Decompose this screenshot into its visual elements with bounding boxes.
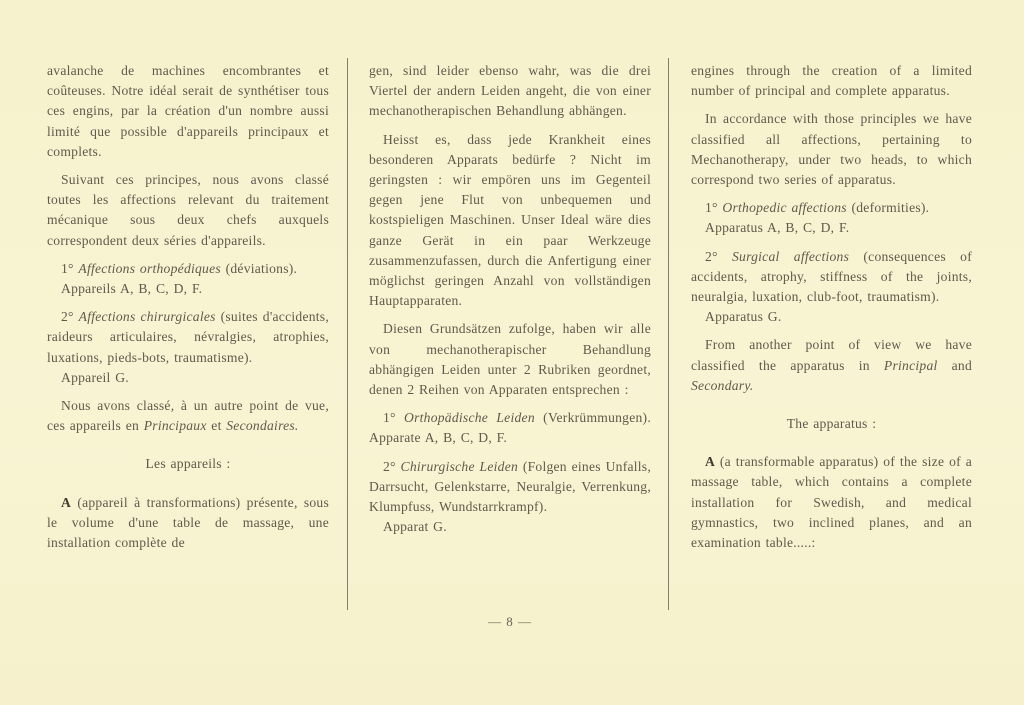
english-principal-term: Principal — [883, 357, 938, 373]
english-paragraph-3-text: From another point of view we have classified the apparatus in — [691, 337, 972, 373]
french-secondary-term: Secondaires. — [226, 418, 299, 434]
french-item-1-title: Affections orthopédiques — [78, 260, 221, 276]
english-item-2-apparatus: Apparatus G. — [705, 309, 782, 325]
german-item-2-number: 2° — [383, 458, 396, 474]
english-apparatus-a-text: (a transformable apparatus) of the size of a massage table, which contains a complete installation for Swedish, and medical gymnastics, two inclined planes, and an examination table.....: — [691, 454, 972, 551]
french-item-2-apparatus: Appareil G. — [61, 369, 129, 385]
french-item-1-description: (déviations). — [225, 260, 298, 276]
english-item-1-description: (deformities). — [851, 200, 930, 216]
french-item-1-apparatus: Appareils A, B, C, D, F. — [61, 281, 203, 297]
page-number: — 8 — — [488, 614, 532, 629]
french-apparatus-a-text: (appareil à transformations) présente, sous le volume d'une table de massage, une installation complète de — [47, 494, 329, 551]
english-item-2-description: (consequences of accidents, atrophy, stiffness of the joints, neuralgia, luxation, club-foot, traumatism). — [691, 248, 972, 305]
english-apparatus-a-letter: A — [705, 454, 716, 470]
french-apparatus-a — [47, 493, 329, 554]
french-item-2 — [47, 307, 329, 368]
english-paragraph-2: In accordance with those principles we have classified all affections, pertaining to Mechanotherapy, under two heads, to which correspond two series of apparatus. — [691, 111, 972, 188]
german-column — [369, 61, 651, 537]
french-item-2-number: 2° — [61, 309, 74, 325]
german-paragraph-2: Heisst es, dass jede Krankheit eines besonderen Apparats bedürfe ? Nicht im geringsten : wir empören uns im Gegenteil gegen jene Flut von unbequemen und kostspieligen Maschinen. Unser Ideal wäre dies ganze Gerät in ein paar Werkzeuge zusammenzufassen, durch die Anfertigung einer möglichst geringen Anzahl von vollständigen Hauptapparaten. — [369, 131, 651, 309]
german-item-2-title: Chirurgische Leiden — [400, 458, 519, 474]
english-item-2 — [691, 247, 972, 308]
french-item-1-number: 1° — [61, 260, 74, 276]
german-paragraph-3: Diesen Grundsätzen zufolge, haben wir alle von mechanotherapischer Behandlung abhängigen Leiden unter 2 Rubriken geordnet, denen 2 Reihen von Apparaten entsprechen : — [369, 321, 651, 398]
french-paragraph-2: Suivant ces principes, nous avons classé toutes les affections relevant du traitement mécanique sous deux chefs auxquels correspondent deux séries d'appareils. — [47, 172, 329, 248]
english-item-1 — [691, 198, 972, 218]
english-secondary-term: Secondary. — [691, 377, 754, 393]
french-apparatus-a-letter: A — [61, 494, 72, 510]
french-item-2-title: Affections chirurgicales — [78, 309, 216, 325]
english-paragraph-3 — [691, 335, 972, 396]
english-heading: The apparatus : — [786, 416, 877, 432]
german-item-1 — [369, 408, 651, 448]
column-divider-1 — [347, 58, 348, 610]
english-apparatus-a — [691, 452, 972, 553]
french-column — [47, 61, 329, 553]
english-item-1-title: Orthopedic affections — [722, 200, 847, 216]
french-paragraph-1: avalanche de machines encombrantes et coûteuses. Notre idéal serait de synthétiser tous ces engins, par la création d'un nombre aussi limité que possible d'appareils principaux et complets. — [47, 63, 329, 159]
french-item-1 — [47, 259, 329, 279]
french-item-2-description: (suites d'accidents, raideurs articulaires, névralgies, atrophies, luxations, pieds-bots, traumatisme). — [47, 309, 329, 365]
french-paragraph-3-text: Nous avons classé, à un autre point de vue, ces appareils en — [47, 398, 329, 434]
french-heading: Les appareils : — [145, 456, 231, 472]
german-item-1-number: 1° — [383, 410, 396, 426]
german-item-2-apparatus: Apparat G. — [383, 519, 447, 535]
french-paragraph-3 — [47, 396, 329, 436]
english-paragraph-1: engines through the creation of a limited number of principal and complete apparatus. — [691, 63, 972, 99]
english-and-word: and — [951, 357, 972, 373]
german-item-2-description: (Folgen eines Unfalls, Darrsucht, Gelenkstarre, Neuralgie, Verrenkung, Klumpfuss, Wundstarrkrampf). — [369, 458, 651, 515]
english-item-1-apparatus: Apparatus A, B, C, D, F. — [705, 220, 850, 236]
german-item-2 — [369, 457, 651, 518]
english-item-2-title: Surgical affections — [731, 248, 850, 264]
english-item-2-number: 2° — [705, 248, 718, 264]
english-column — [691, 61, 972, 553]
english-item-1-number: 1° — [705, 200, 718, 216]
german-paragraph-1: gen, sind leider ebenso wahr, was die drei Viertel der andern Leiden angeht, die von einer mechanotherapischen Behandlung abhängen. — [369, 63, 651, 119]
german-item-1-title: Orthopädische Leiden — [404, 410, 535, 426]
french-principal-term: Principaux — [143, 418, 207, 434]
german-item-1-description: (Verkrümmungen). Apparate A, B, C, D, F. — [369, 410, 651, 446]
column-divider-2 — [668, 58, 669, 610]
french-and-word: et — [211, 418, 222, 434]
